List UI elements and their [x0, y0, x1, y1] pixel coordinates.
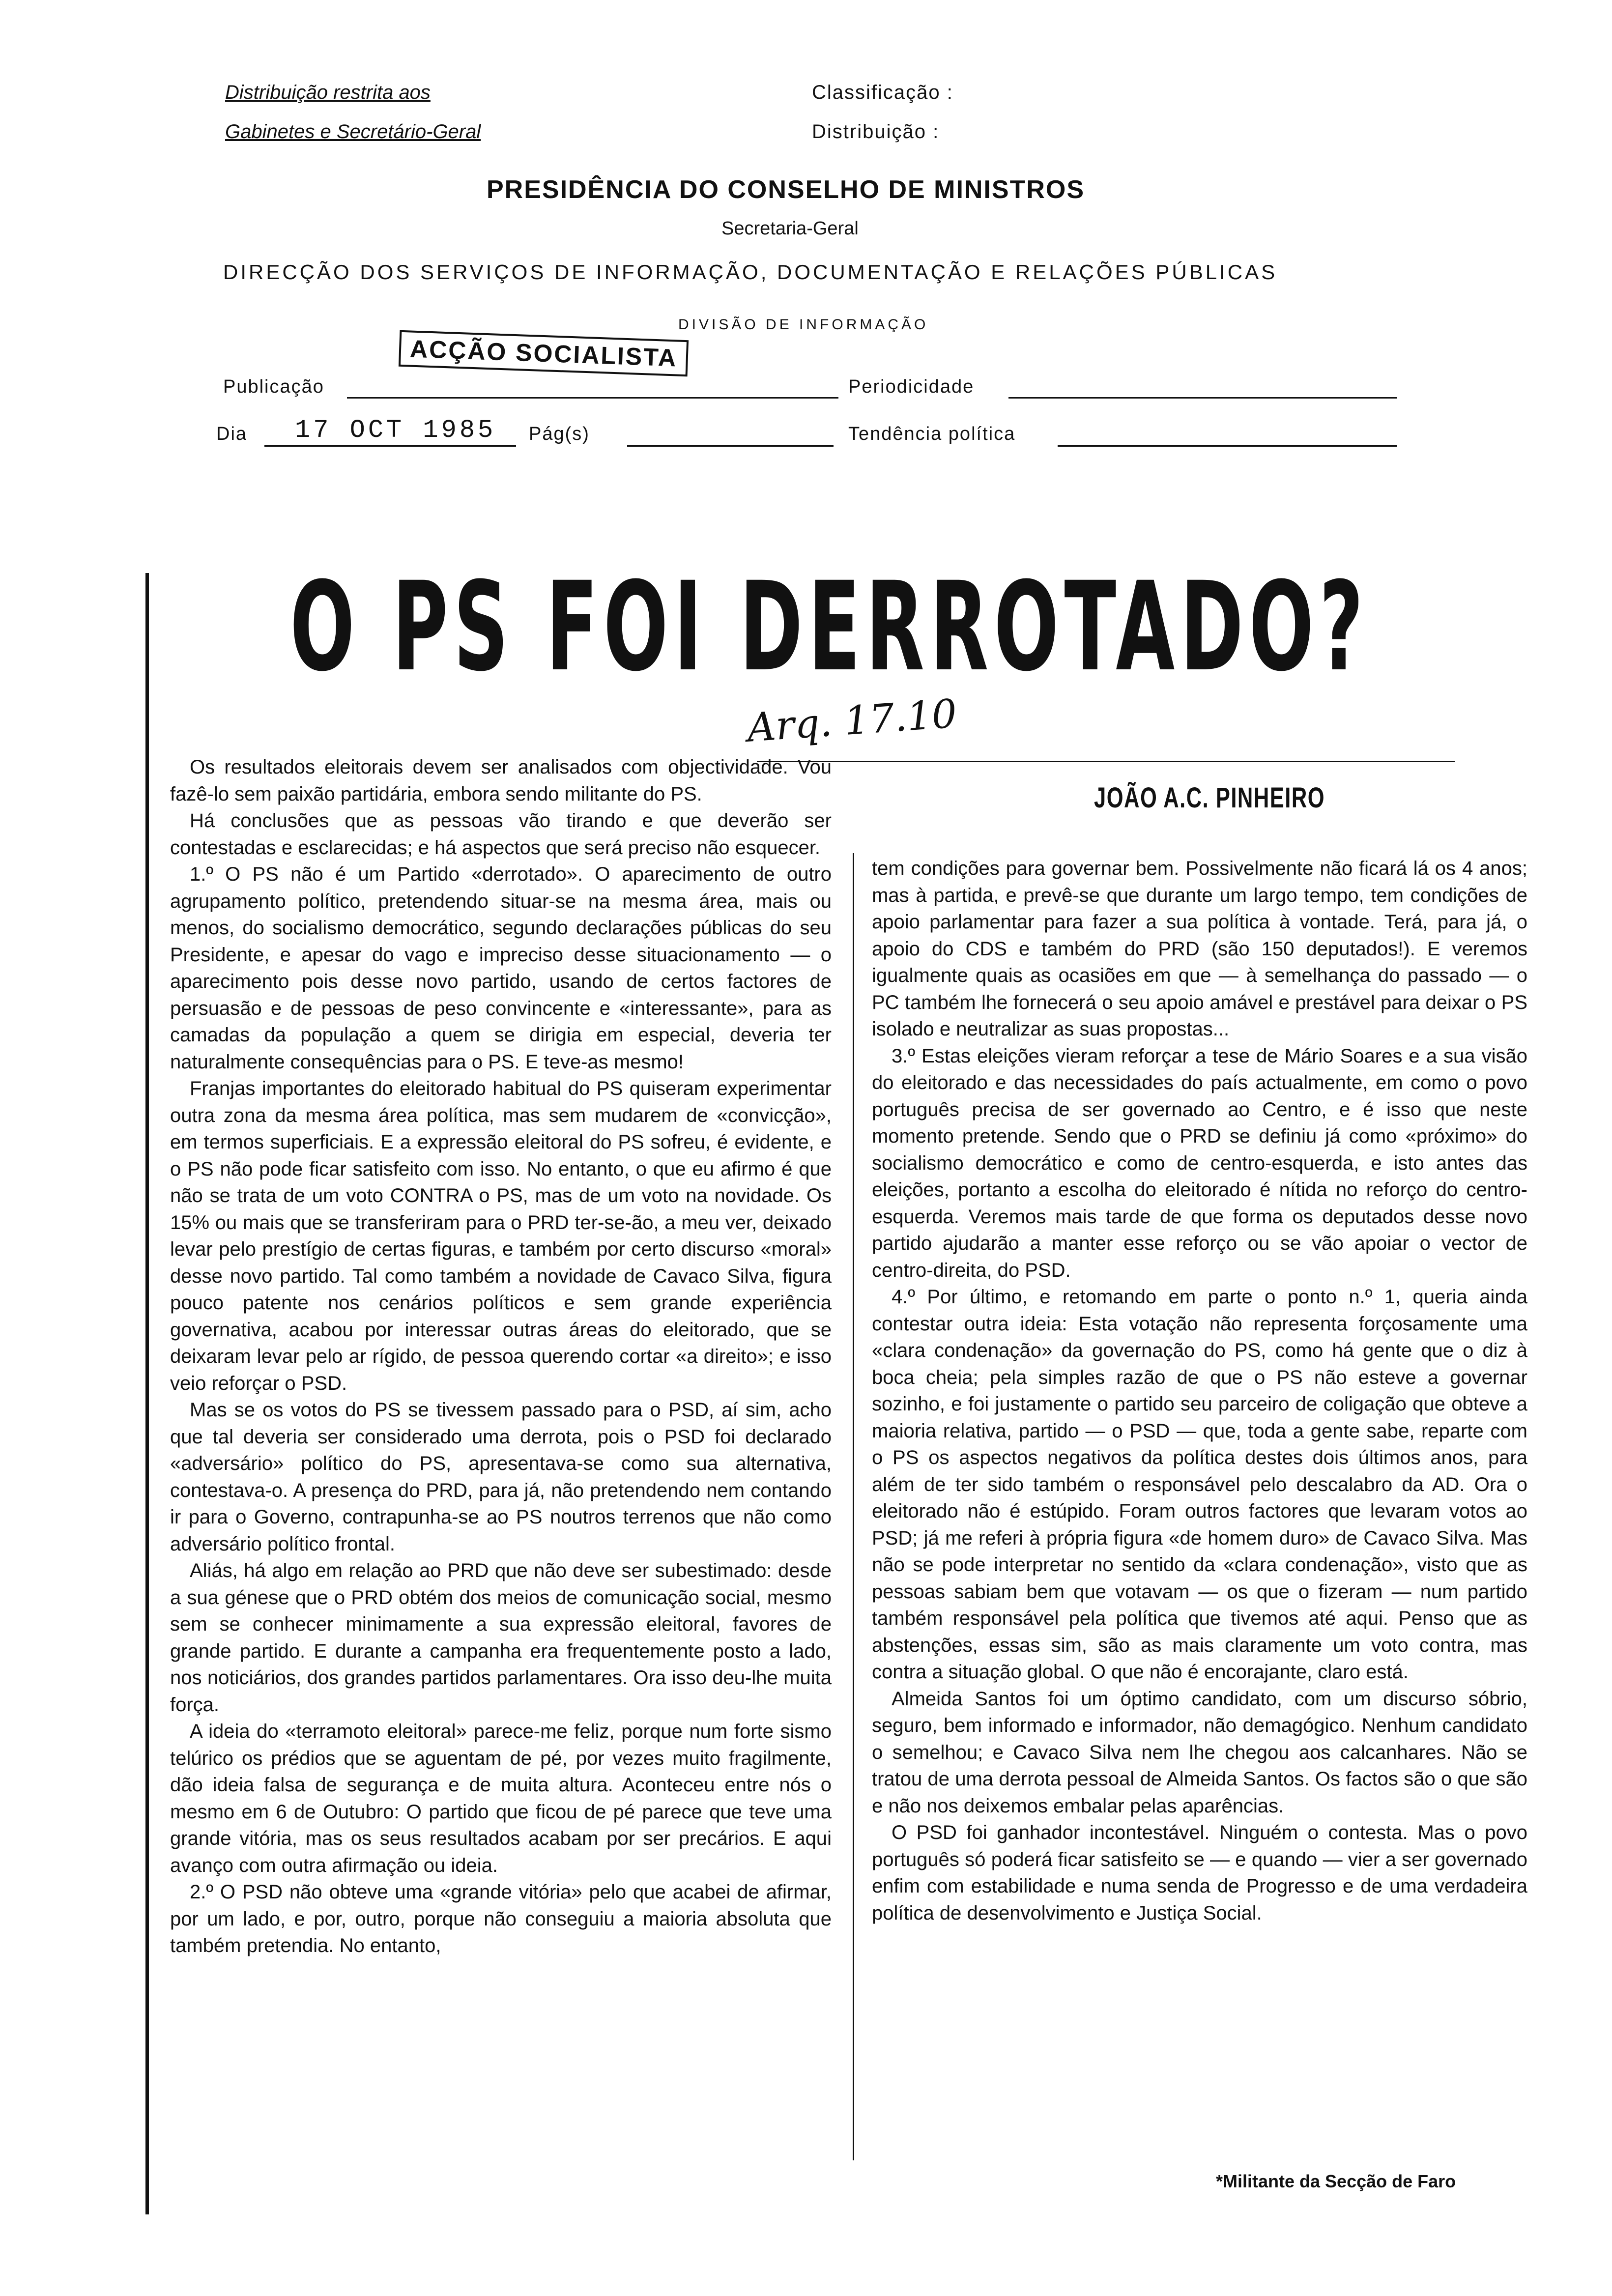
paragraph: A ideia do «terramoto eleitoral» parece-me feliz, porque num forte sismo telúrico os prédios que se aguentam de pé, por vezes muito fragilmente, dão ideia falsa de segurança e de muita altura. Aconteceu entre nós o mesmo em 6 de Outubro: O partido que ficou de pé parece que teve uma grande vitória, mas os seus resultados acabam por ser precários. E aqui avanço com outra afirmação ou ideia. [170, 1721, 832, 1876]
periodicidade-label: Periodicidade [848, 376, 975, 397]
classificacao-label: Classificação : [812, 82, 953, 103]
distribution-restricted-line2: Gabinetes e Secretário-Geral [225, 121, 481, 143]
tendencia-label: Tendência política [848, 424, 1016, 444]
tendencia-line [1058, 445, 1397, 447]
paragraph: Mas se os votos do PS se tivessem passado para o PSD, aí sim, acho que tal deveria ser considerado uma derrota, pois o PSD foi declarado «adversário» político do PS, apresentava-se como sua alternativa, contestava-o. A presença do PRD, para já, não pretendendo nem contando ir para o Governo, contrapunha-se ao PS noutros terrenos que não como adversário político frontal. [170, 1399, 832, 1555]
paragraph: Aliás, há algo em relação ao PRD que não deve ser subestimado: desde a sua génese que o PRD obtém dos meios de comunicação social, mesmo sem se conhecer minimamente a sua expressão eleitoral, favores de grande partido. E durante a campanha era frequentemente posto a lado, nos noticiários, dos grandes partidos parlamentares. Ora isso deu-lhe muita força. [170, 1560, 832, 1716]
distribution-restricted-line1: Distribuição restrita aos [225, 82, 431, 103]
pags-label: Pág(s) [529, 424, 590, 444]
direccao-servicos: DIRECÇÃO DOS SERVIÇOS DE INFORMAÇÃO, DOCUMENTAÇÃO E RELAÇÕES PÚBLICAS [223, 260, 1278, 284]
paragraph: Há conclusões que as pessoas vão tirando e que deverão ser contestadas e esclarecidas; e há aspectos que será preciso não esquecer. [170, 810, 832, 859]
paragraph: Os resultados eleitorais devem ser analisados com objectividade. Vou fazê-lo sem paixão partidária, embora sendo militante do PS. [170, 756, 832, 805]
paragraph: 4.º Por último, e retomando em parte o ponto n.º 1, queria ainda contestar outra ideia: Esta votação não representa forçosamente uma «clara condenação» da governação do PS, como há gente que o diz à boca cheia; pela simples razão de que o PS não esteve a governar sozinho, e foi justamente o partido seu parceiro de coligação que obteve a maioria relativa, partido — o PSD — que, toda a gente sabe, reparte com o PS os aspectos negativos da política destes dois últimos anos, para além de ter sido também o responsável pelo descalabro da AD. Ora o eleitorado não é estúpido. Foram outros factores que levaram votos ao PSD; já me referi à própria figura «de homem duro» de Cavaco Silva. Mas não se pode interpretar no sentido da «clara condenação», visto que as pessoas sabiam bem que votavam — os que o fizeram — num partido também responsável pela política que tivemos até aqui. Penso que as abstenções, essas sim, são as mais claramente um voto contra, mas contra a situação global. O que não é encorajante, claro está. [872, 1286, 1527, 1683]
article-column-2 [872, 855, 1527, 1926]
distribuicao-label: Distribuição : [812, 121, 940, 143]
paragraph: 2.º O PSD não obteve uma «grande vitória» pelo que acabei de afirmar, por um lado, e por, outro, porque não conseguiu a maioria absoluta que também pretendia. No entanto, [170, 1881, 832, 1956]
column-divider [853, 853, 854, 2160]
paragraph: O PSD foi ganhador incontestável. Ninguém o contesta. Mas o povo português só poderá ficar satisfeito se — e quando — vier a ser governado enfim com estabilidade e numa senda de Progresso e de uma verdadeira política de desenvolvimento e Justiça Social. [872, 1822, 1527, 1924]
dia-label: Dia [216, 424, 248, 444]
secretaria-geral: Secretaria-Geral [721, 218, 859, 239]
handwritten-annotation: Arq. 17.10 [746, 690, 958, 751]
periodicidade-line [1008, 397, 1397, 399]
publicacao-line [347, 397, 838, 399]
dia-line [264, 445, 516, 447]
paragraph: Franjas importantes do eleitorado habitual do PS quiseram experimentar outra zona da mesma área política, mas sem mudarem de «convicção», em termos superficiais. E a expressão eleitoral do PS sofreu, é evidente, e o PS não pode ficar satisfeito com isso. No entanto, o que eu afirmo é que não se trata de um voto CONTRA o PS, mas de um voto na novidade. Os 15% ou mais que se transferiram para o PRD ter-se-ão, a meu ver, deixado levar pelo prestígio de certas figuras, e também por certo discurso «moral» desse novo partido. Tal como também a novidade de Cavaco Silva, figura pouco patente nos cenários políticos e sem grande experiência governativa, acabou por interessar outras áreas do eleitorado, que se deixaram levar pelo ar rígido, de pessoa querendo cortar «a direito»; e isso veio reforçar o PSD. [170, 1078, 832, 1394]
paragraph: Almeida Santos foi um óptimo candidato, com um discurso sóbrio, seguro, bem informado e informador, não demagógico. Nenhum candidato o semelhou; e Cavaco Silva nem lhe chegou aos calcanhares. Não se tratou de uma derrota pessoal de Almeida Santos. Os factos são o que são e não nos deixemos embalar pelas aparências. [872, 1688, 1527, 1817]
paragraph: 1.º O PS não é um Partido «derrotado». O aparecimento de outro agrupamento político, pretendendo situar-se na mesma área, mais ou menos, do socialismo democrático, segundo declarações públicas do seu Presidente, e apesar do vago e impreciso desse situacionamento — o aparecimento pois desse novo partido, usando de certos factores de persuasão e de pessoas de peso convincente e «interessante», para as camadas da população a quem se dirigia em especial, deveria ter naturalmente consequências para o PS. E teve-as mesmo! [170, 863, 832, 1073]
paragraph: tem condições para governar bem. Possivelmente não ficará lá os 4 anos; mas à partida, e prevê-se que durante um largo tempo, tem condições de apoio parlamentar para fazer a sua política à vontade. Terá, para já, o apoio do CDS e também do PRD (são 150 deputados!). E veremos igualmente quais as ocasiões em que — à semelhança do passado — o PC também lhe fornecerá o seu apoio amável e prestável para deixar o PS isolado e neutralizar as suas propostas... [872, 858, 1527, 1040]
article-column-1 [170, 754, 832, 1959]
publicacao-label: Publicação [223, 376, 324, 397]
divisao-informacao: DIVISÃO DE INFORMAÇÃO [678, 316, 929, 333]
headline: O PS FOI DERROTADO? [290, 555, 1369, 698]
date-stamp: 17 OCT 1985 [295, 416, 496, 445]
article-left-rule [145, 573, 149, 2214]
byline-rule [757, 761, 1455, 762]
page-title: PRESIDÊNCIA DO CONSELHO DE MINISTROS [487, 175, 1085, 204]
pags-line [627, 445, 834, 447]
publication-stamp: ACÇÃO SOCIALISTA [399, 330, 689, 376]
paragraph: 3.º Estas eleições vieram reforçar a tese de Mário Soares e a sua visão do eleitorado e das necessidades do país actualmente, em como o povo português precisa de ser governado ao Centro, e é isso que neste momento pretende. Sendo que o PRD se definiu já como «próximo» do socialismo democrático e como de centro-esquerda, e isto antes das eleições, portanto a escolha do eleitorado é nítida no reforço do centro-esquerda. Veremos mais tarde de que forma os deputados desse novo partido ajudarão a manter esse reforço ou se vão apoiar o vector de centro-direita, do PSD. [872, 1045, 1527, 1281]
byline: JOÃO A.C. PINHEIRO [1094, 782, 1325, 814]
author-footnote: *Militante da Secção de Faro [1216, 2171, 1456, 2191]
